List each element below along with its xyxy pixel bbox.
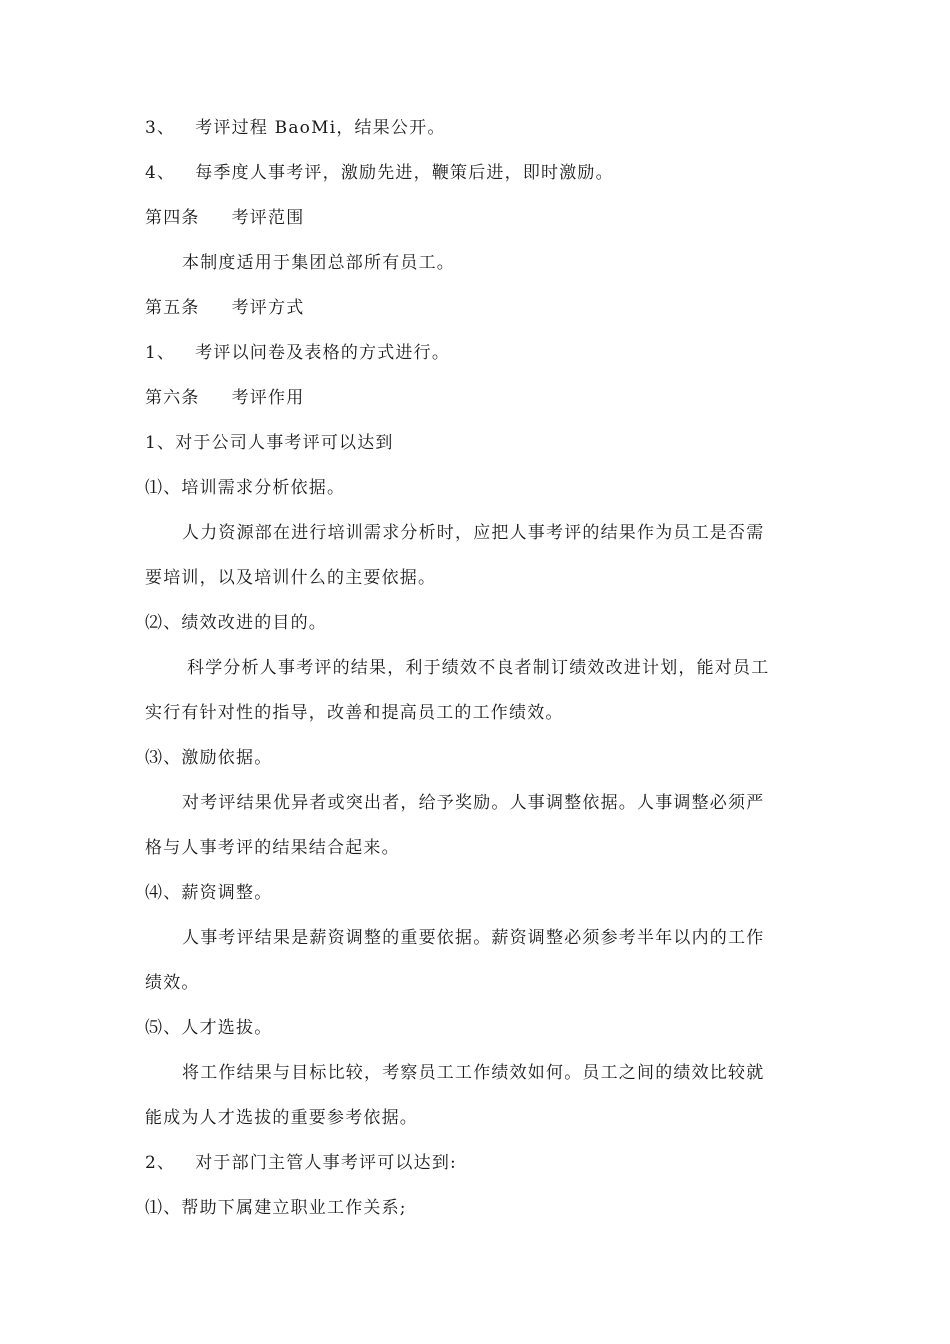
list-text: 考评以问卷及表格的方式进行。 — [195, 343, 451, 363]
article-heading-6 — [145, 386, 304, 410]
list-item-3 — [145, 116, 446, 140]
sub-item: ⑴、帮助下属建立职业工作关系; — [145, 1198, 407, 1218]
article-heading-4 — [145, 206, 304, 230]
list-text: 每季度人事考评，激励先进，鞭策后进，即时激励。 — [195, 163, 614, 183]
paragraph-continuation: 要培训，以及培训什么的主要依据。 — [145, 568, 437, 588]
article-number: 第五条 — [145, 298, 200, 318]
paragraph-continuation: 格与人事考评的结果结合起来。 — [145, 838, 400, 858]
article-heading-5 — [145, 296, 304, 320]
article-title: 考评范围 — [231, 208, 305, 228]
article-title: 考评方式 — [231, 298, 305, 318]
list-item-2 — [145, 1151, 457, 1175]
paragraph-continuation: 实行有针对性的指导，改善和提高员工的工作绩效。 — [145, 703, 564, 723]
paragraph: 科学分析人事考评的结果，利于绩效不良者制订绩效改进计划，能对员工 — [187, 658, 770, 678]
list-number: 4、 — [145, 163, 176, 183]
paragraph: 人力资源部在进行培训需求分析时，应把人事考评的结果作为员工是否需 — [182, 523, 765, 543]
list-number: 1、 — [145, 343, 176, 363]
paragraph: 本制度适用于集团总部所有员工。 — [182, 253, 455, 273]
paragraph: 对考评结果优异者或突出者，给予奖励。人事调整依据。人事调整必须严 — [182, 793, 765, 813]
sub-item: ⑷、薪资调整。 — [145, 883, 273, 903]
paragraph: 人事考评结果是薪资调整的重要依据。薪资调整必须参考半年以内的工作 — [182, 928, 765, 948]
paragraph-continuation: 绩效。 — [145, 973, 200, 993]
sub-item: ⑶、激励依据。 — [145, 748, 273, 768]
list-text: 考评过程 BaoMi，结果公开。 — [195, 118, 446, 138]
list-item-4 — [145, 161, 614, 185]
paragraph: 将工作结果与目标比较，考察员工工作绩效如何。员工之间的绩效比较就 — [182, 1063, 765, 1083]
list-number: 3、 — [145, 118, 176, 138]
list-item: 1、对于公司人事考评可以达到 — [145, 433, 394, 453]
sub-item: ⑴、培训需求分析依据。 — [145, 478, 346, 498]
list-number: 2、 — [145, 1153, 176, 1173]
sub-item: ⑸、人才选拔。 — [145, 1018, 273, 1038]
list-text: 对于部门主管人事考评可以达到: — [195, 1153, 457, 1173]
article-number: 第六条 — [145, 388, 200, 408]
list-item-1 — [145, 341, 450, 365]
article-title: 考评作用 — [231, 388, 305, 408]
paragraph-continuation: 能成为人才选拔的重要参考依据。 — [145, 1108, 418, 1128]
sub-item: ⑵、绩效改进的目的。 — [145, 613, 327, 633]
article-number: 第四条 — [145, 208, 200, 228]
